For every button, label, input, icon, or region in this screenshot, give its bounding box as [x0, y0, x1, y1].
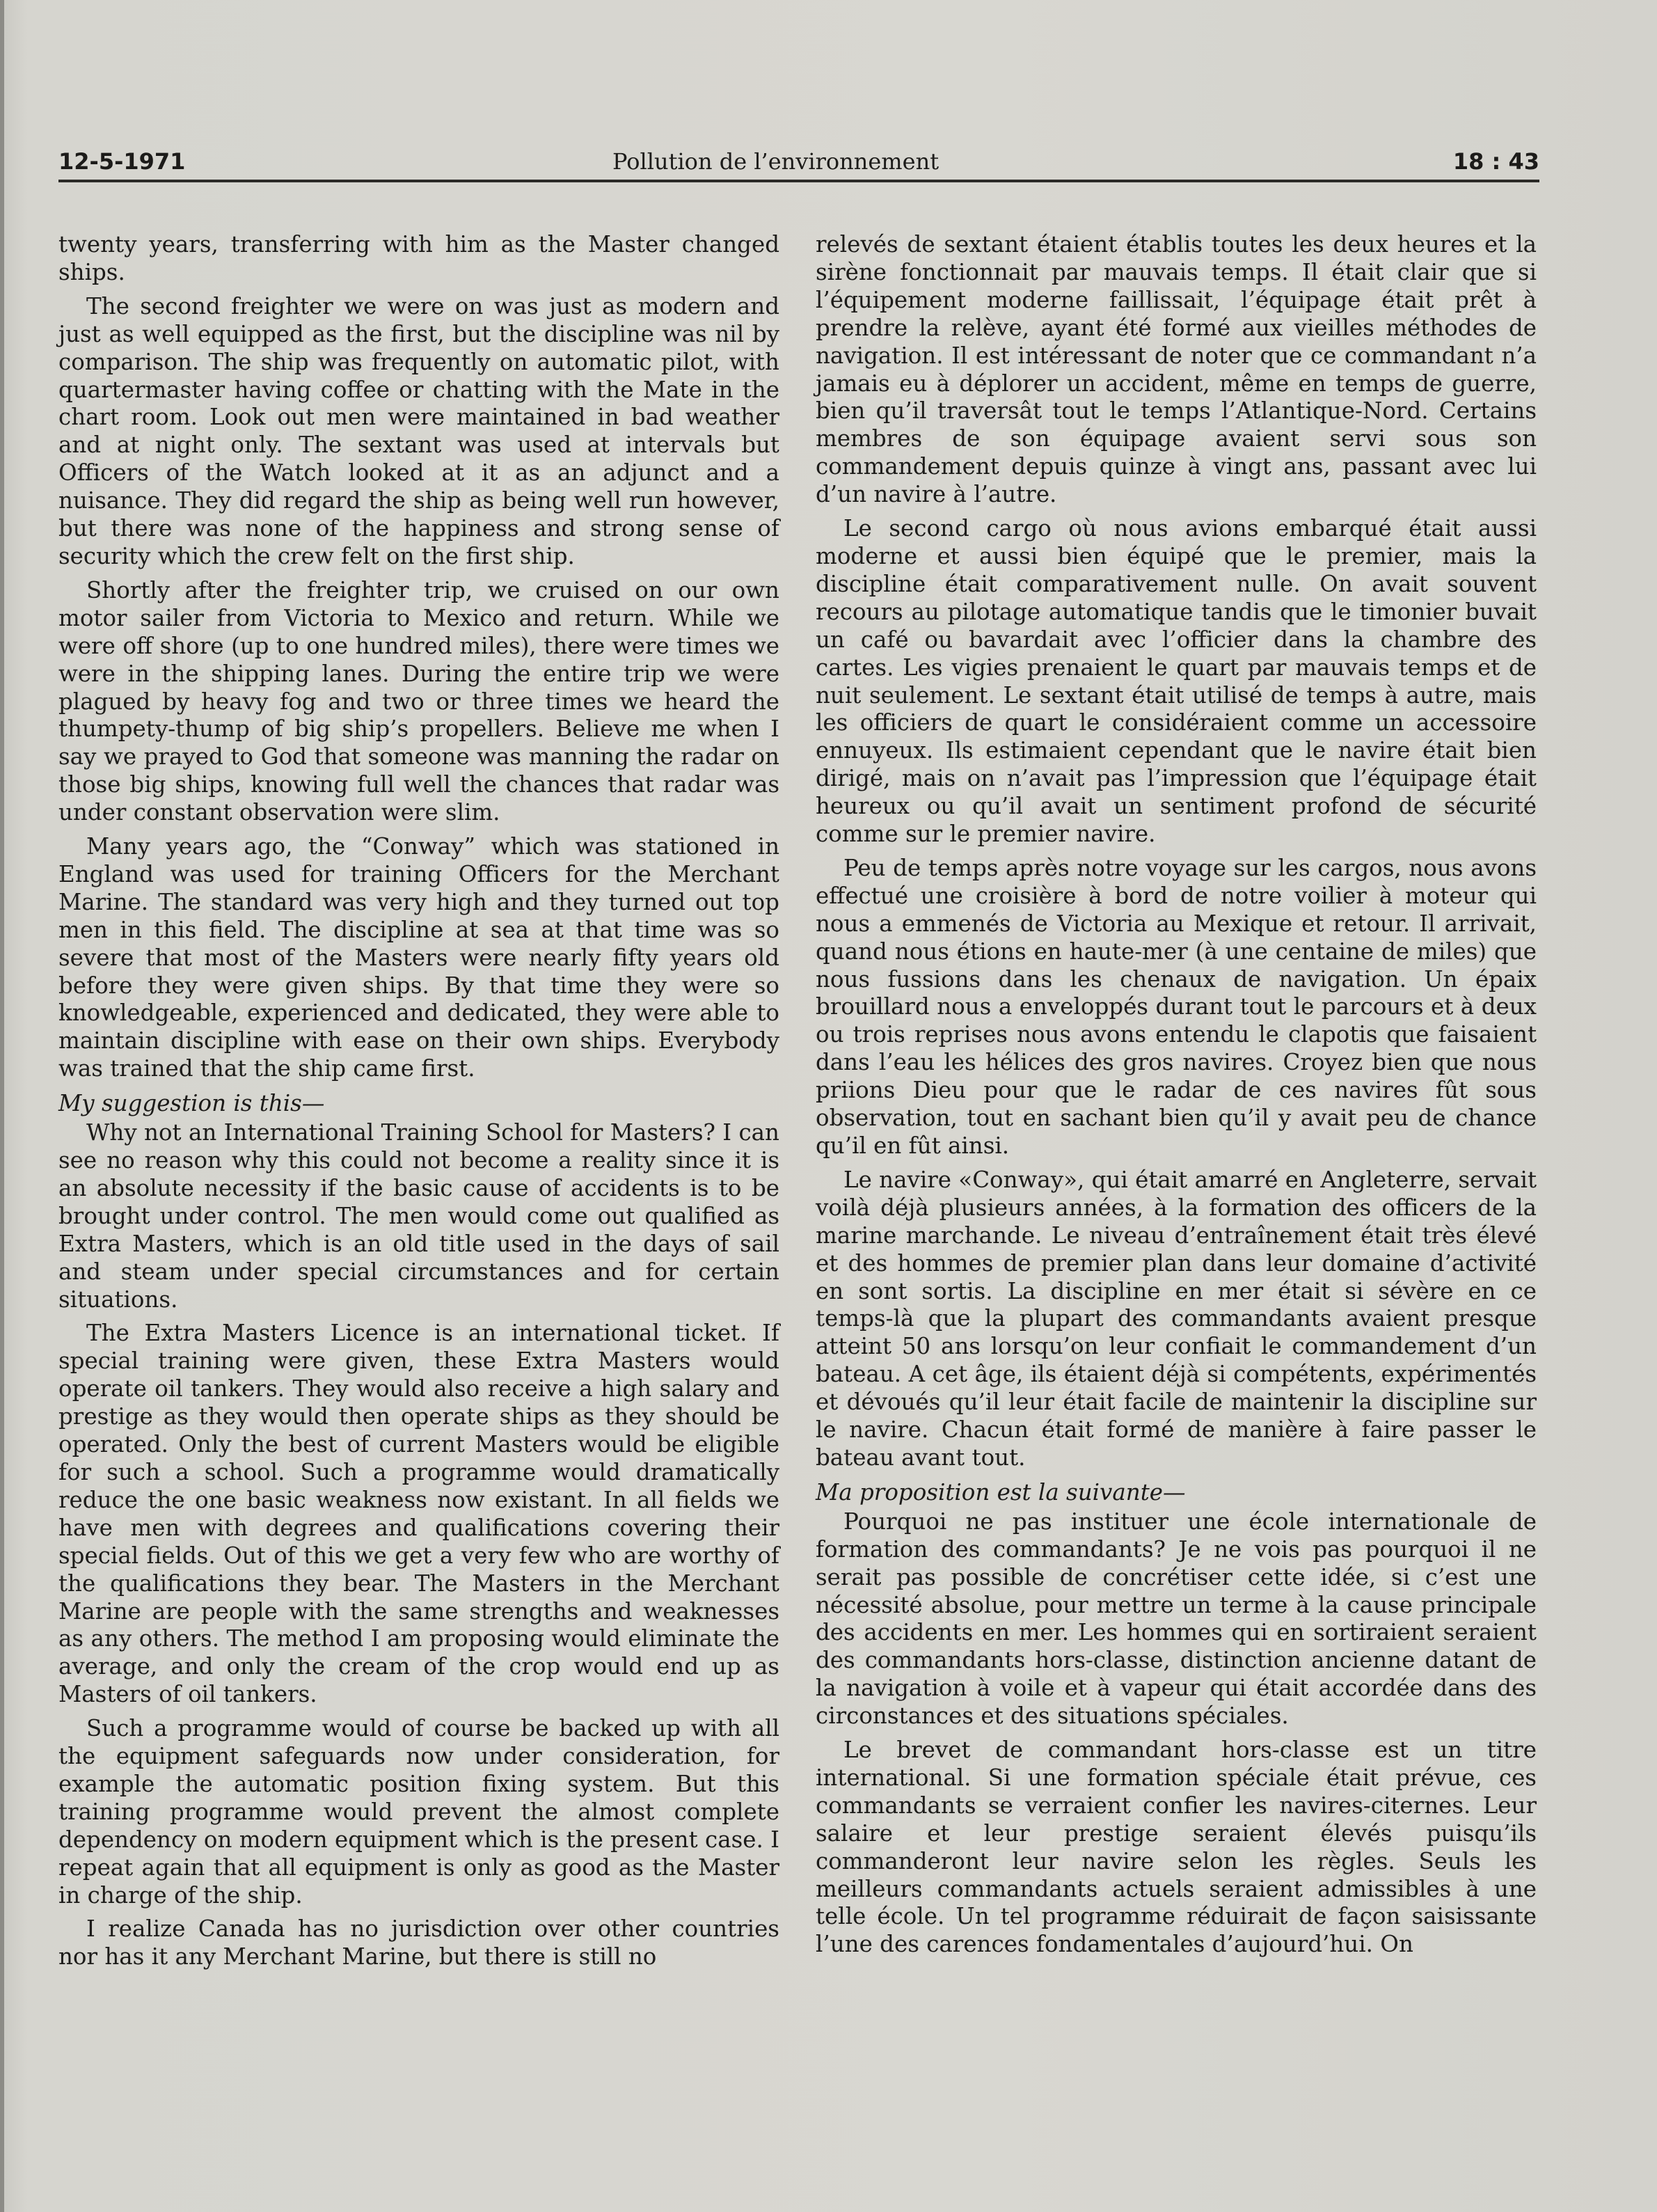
header-date: 12-5-1971 — [58, 148, 186, 175]
header-title: Pollution de l’environnement — [612, 148, 940, 175]
paragraph: The Extra Masters Licence is an international ticket. If special training were given, these Extra Masters would operate oil tankers. They would also receive a high salary and prestige as they would then operate ships as they should be operated. Only the best of current Masters would be eligible for such a school. Such a programme would dramatically reduce the one basic weakness now existant. In all fields we have men with degrees and qualifications covering their special fields. Out of this we get a very few who are worthy of the qualifications they bear. The Masters in the Merchant Marine are people with the same strengths and weaknesses as any others. The method I am proposing would eliminate the average, and only the cream of the crop would end up as Masters of oil tankers. — [58, 1320, 779, 1708]
paragraph: Why not an International Training School for Masters? I can see no reason why this could not become a reality since it is an absolute necessity if the basic cause of accidents is to be brought under control. The men would come out qualified as Extra Masters, which is an old title used in the days of sail and steam under special circumstances and for certain situations. — [58, 1119, 779, 1313]
right-column-french — [816, 231, 1537, 1965]
paragraph: The second freighter we were on was just as modern and just as well equipped as the first, but the discipline was nil by comparison. The ship was frequently on automatic pilot, with quartermaster having coffee or chatting with the Mate in the chart room. Look out men were maintained in bad weather and at night only. The sextant was used at intervals but Officers of the Watch looked at it as an adjunct and a nuisance. They did regard the ship as being well run however, but there was none of the happiness and strong sense of security which the crew felt on the first ship. — [58, 292, 779, 569]
paragraph: Shortly after the freighter trip, we cruised on our own motor sailer from Victoria to Mexico and return. While we were off shore (up to one hundred miles), there were times we were in the shipping lanes. During the entire trip we were plagued by heavy fog and two or three times we heard the thumpety-thump of big ship’s propellers. Believe me when I say we prayed to God that someone was manning the radar on those big ships, knowing full well the chances that radar was under constant observation were slim. — [58, 576, 779, 826]
paragraph: Le second cargo où nous avions embarqué était aussi moderne et aussi bien équipé que le premier, mais la discipline était comparativement nulle. On avait souvent recours au pilotage automatique tandis que le timonier buvait un café ou bavardait avec l’officier dans la chambre des cartes. Les vigies prenaient le quart par mauvais temps et de nuit seulement. Le sextant était utilisé de temps à autre, mais les officiers de quart le considéraient comme un accessoire ennuyeux. Ils estimaient cependant que le navire était bien dirigé, mais on n’avait pas l’impression que l’équipage était heureux ou qu’il avait un sentiment profond de sécurité comme sur le premier navire. — [816, 515, 1537, 848]
paragraph: Pourquoi ne pas instituer une école internationale de formation des commandants? Je ne vois pas pourquoi il ne serait pas possible de concrétiser cette idée, si c’est une nécessité absolue, pour mettre un terme à la cause principale des accidents en mer. Les hommes qui en sortiraient seraient des commandants hors-classe, distinction ancienne datant de la navigation à voile et à vapeur qui était accordée dans des circonstances et des situations spéciales. — [816, 1508, 1537, 1730]
paragraph: relevés de sextant étaient établis toutes les deux heures et la sirène fonctionnait par mauvais temps. Il était clair que si l’équipement moderne faillissait, l’équipage était prêt à prendre la relève, ayant été formé aux vieilles méthodes de navigation. Il est intéressant de noter que ce commandant n’a jamais eu à déplorer un accident, même en temps de guerre, bien qu’il traversât tout le temps l’Atlantique-Nord. Certains membres de son équipage avaient servi sous son commandement depuis quinze à vingt ans, passant avec lui d’un navire à l’autre. — [816, 231, 1537, 508]
header-page-number: 18 : 43 — [1452, 148, 1539, 175]
page-edge-shadow — [0, 0, 4, 2212]
running-header — [58, 145, 1539, 180]
paragraph: Peu de temps après notre voyage sur les cargos, nous avons effectué une croisière à bord de notre voilier à moteur qui nous a emmenés de Victoria au Mexique et retour. Il arrivait, quand nous étions en haute-mer (à une centaine de miles) que nous fussions dans les chenaux de navigation. Un épaix brouillard nous a enveloppés durant tout le parcours et à deux ou trois reprises nous avons entendu le clapotis que faisaient dans l’eau les hélices des gros navires. Croyez bien que nous priions Dieu pour que le radar de ces navires fût sous observation, tout en sachant bien qu’il y avait peu de chance qu’il en fût ainsi. — [816, 854, 1537, 1159]
paragraph: Such a programme would of course be backed up with all the equipment safeguards now under consideration, for example the automatic position fixing system. But this training programme would prevent the almost complete dependency on modern equipment which is the present case. I repeat again that all equipment is only as good as the Master in charge of the ship. — [58, 1715, 779, 1909]
section-heading: My suggestion is this— — [58, 1090, 325, 1117]
paragraph: Le navire «Conway», qui était amarré en Angleterre, servait voilà déjà plusieurs années, à la formation des officers de la marine marchande. Le niveau d’entraînement était très élevé et des hommes de premier plan dans leur domaine d’activité en sont sortis. La discipline en mer était si sévère en ce temps-là que la plupart des commandants avaient presque atteint 50 ans lorsqu’on leur confiait le commandement d’un bateau. A cet âge, ils étaient déjà si compétents, expérimentés et dévoués qu’il leur était facile de maintenir la discipline sur le navire. Chacun était formé de manière à faire passer le bateau avant tout. — [816, 1166, 1537, 1471]
header-rule — [58, 180, 1539, 182]
paragraph: I realize Canada has no jurisdiction over other countries nor has it any Merchant Marine, but there is still no — [58, 1915, 779, 1970]
left-column-english — [58, 231, 779, 1977]
section-heading: Ma proposition est la suivante— — [816, 1478, 1186, 1506]
paragraph: twenty years, transferring with him as the Master changed ships. — [58, 231, 779, 285]
paragraph: Le brevet de commandant hors-classe est un titre international. Si une formation spéciale était prévue, ces commandants se verraient confier les navires-citernes. Leur salaire et leur prestige seraient élevés puisqu’ils commanderont leur navire selon les règles. Seuls les meilleurs commandants actuels seraient admissibles à une telle école. Un tel programme réduirait de façon saisissante l’une des carences fondamentales d’aujourd’hui. On — [816, 1737, 1537, 1958]
paragraph: Many years ago, the “Conway” which was stationed in England was used for training Officers for the Merchant Marine. The standard was very high and they turned out top men in this field. The discipline at sea at that time was so severe that most of the Masters were nearly fifty years old before they were given ships. By that time they were so knowledgeable, experienced and dedicated, they were able to maintain discipline with ease on their own ships. Everybody was trained that the ship came first. — [58, 833, 779, 1082]
